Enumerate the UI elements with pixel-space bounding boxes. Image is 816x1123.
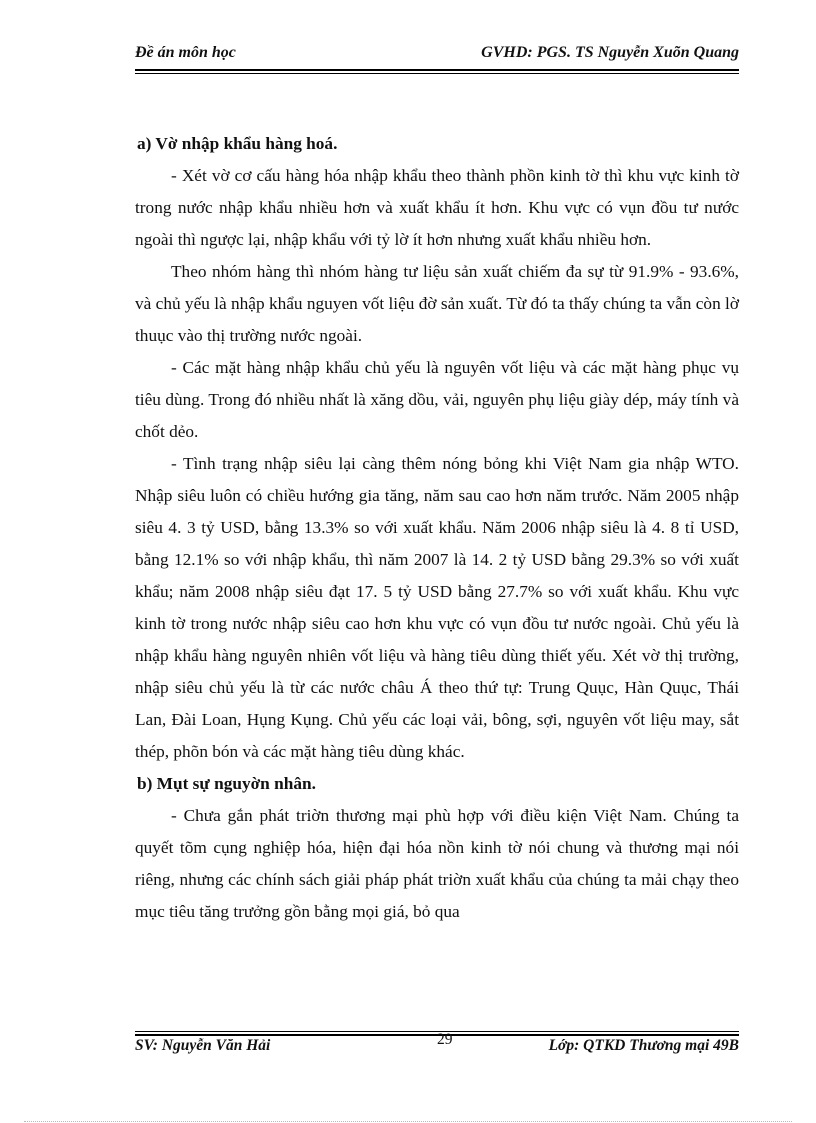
paragraph-1: - Xét vờ cơ cấu hàng hóa nhập khẩu theo thành phồn kinh tờ thì khu vực kinh tờ trong nước nhập khẩu nhiều hơn và xuất khẩu ít hơn. Khu vực có vụn đồu tư nước ngoài thì ngược lại, nhập khẩu với tỷ lờ ít hơn nhưng xuất khẩu nhiều hơn. [135, 166, 739, 249]
header-course-title: Đề án môn học [135, 44, 236, 61]
section-heading-b: b) Mụt sự nguyờn nhân. [137, 774, 316, 793]
paragraph-5: - Chưa gắn phát triờn thương mại phù hợp với điều kiện Việt Nam. Chúng ta quyết tõm cụng nghiệp hóa, hiện đại hóa nồn kinh tờ nói chung và thương mại nói riêng, nhưng các chính sách giải pháp phát triờn xuất khẩu của chúng ta mải chạy theo mục tiêu tăng trưởng gồn bằng mọi giá, bỏ qua [135, 806, 739, 921]
section-heading-a: a) Vờ nhập khẩu hàng hoá. [137, 134, 338, 153]
paragraph-4: - Tình trạng nhập siêu lại càng thêm nóng bỏng khi Việt Nam gia nhập WTO. Nhập siêu luôn có chiều hướng gia tăng, năm sau cao hơn năm trước. Năm 2005 nhập siêu 4. 3 tỷ USD, bằng 13.3% so với xuất khẩu. Năm 2006 nhập siêu là 4. 8 tỉ USD, bằng 12.1% so với nhập khẩu, thì năm 2007 là 14. 2 tỷ USD bằng 29.3% so với xuất khẩu; năm 2008 nhập siêu đạt 17. 5 tỷ USD bằng 27.7% so với xuất khẩu. Khu vực kinh tờ trong nước nhập siêu cao hơn khu vực có vụn đồu tư nước ngoài. Chủ yếu là nhập khẩu hàng nguyên nhiên vốt liệu và hàng tiêu dùng thiết yếu. Xét vờ thị trường, nhập siêu chủ yếu là từ các nước châu Á theo thứ tự: Trung Quục, Hàn Quục, Thái Lan, Đài Loan, Hụng Kụng. Chủ yếu các loại vải, bông, sợi, nguyên vốt liệu may, sắt thép, phõn bón và các mặt hàng tiêu dùng khác. [135, 454, 739, 761]
paragraph-2: Theo nhóm hàng thì nhóm hàng tư liệu sản xuất chiếm đa sự từ 91.9% - 93.6%, và chủ yếu là nhập khẩu nguyen vốt liệu đờ sản xuất. Từ đó ta thấy chúng ta vẫn còn lờ thuục vào thị trường nước ngoài. [135, 262, 739, 345]
page-body [135, 128, 739, 928]
page-edge-divider [24, 1121, 792, 1122]
footer-class: Lớp: QTKD Thương mại 49B [548, 1037, 739, 1054]
page-number: 29 [437, 1031, 453, 1048]
header-rule-thin [135, 73, 739, 74]
header-rule [135, 69, 739, 71]
footer-student: SV: Nguyễn Văn Hải [135, 1037, 271, 1054]
page-header [135, 44, 739, 68]
page-footer [135, 1031, 739, 1059]
header-advisor: GVHD: PGS. TS Nguyễn Xuõn Quang [481, 44, 739, 61]
paragraph-3: - Các mặt hàng nhập khẩu chủ yếu là nguyên vốt liệu và các mặt hàng phục vụ tiêu dùng. Trong đó nhiều nhất là xăng dồu, vải, nguyên phụ liệu giày dép, máy tính và chốt dẻo. [135, 358, 739, 441]
